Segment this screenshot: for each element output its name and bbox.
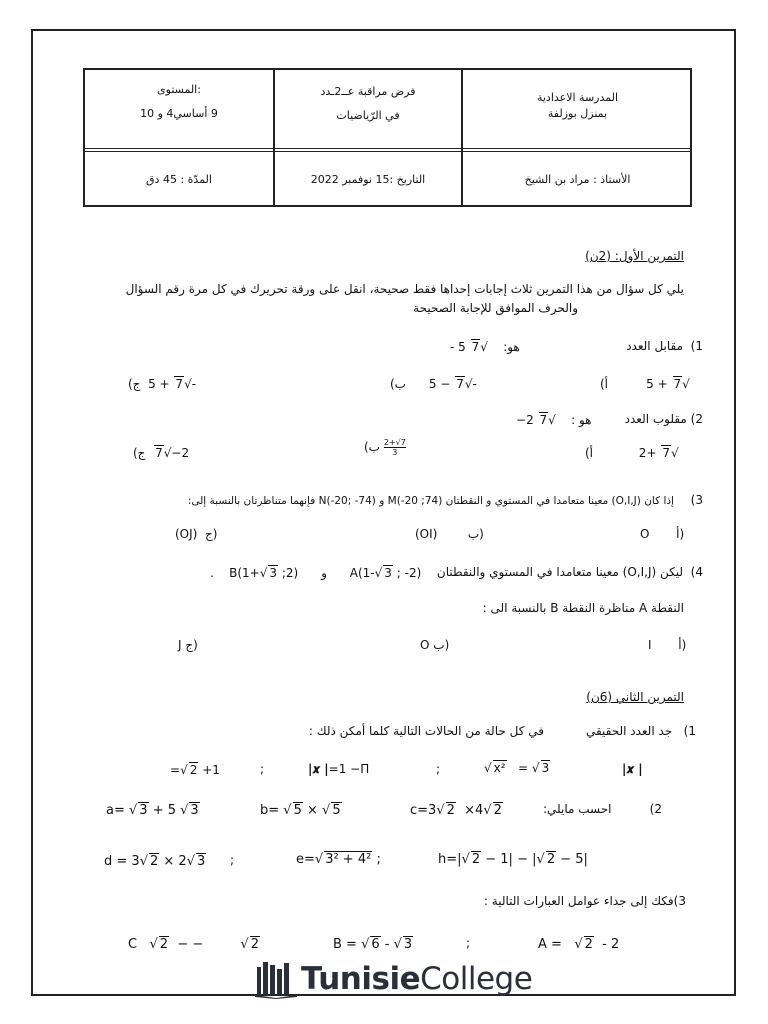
- q4-points: . B(1+√ 3 ;2) و A(1-√ 3 ; -2): [210, 566, 422, 580]
- ex2-equation-4: |𝒙 |: [622, 762, 643, 776]
- ex2-part1: 1) جد العدد الحقيقي في كل حالة من الحالات التالية كلما أمكن ذلك :: [308, 724, 696, 738]
- q4-option-c: J ج): [178, 638, 198, 652]
- school-cell: [463, 88, 692, 124]
- header-row-divider: [85, 148, 690, 152]
- q3-option-b: (OI) ب): [415, 527, 484, 541]
- q1-option-b: -√7 − 5 ب): [390, 377, 477, 391]
- ex2-sep-3: ;: [230, 853, 235, 867]
- level-value: 9 أساسي4 و 10: [140, 107, 218, 120]
- exam-subject: في الرّياضيات: [336, 109, 400, 122]
- q3-option-c: (OJ) ج): [175, 527, 218, 541]
- ex2-sep-4: ;: [466, 936, 471, 950]
- q3-question: 3) إذا كان (O,I,J) معينا متعامدا في المستوي و النقطتان (74; 20-)M و (74- ;20-)N فإنهما متناظرتان بالنسبة إلى:: [187, 493, 703, 507]
- q1-question: 1) مقابل العدد: [626, 339, 703, 353]
- q2-option-b: $\frac{2+√7}{3}$ ب): [364, 438, 406, 457]
- expr-C: C √ 2 − − √ 2: [128, 937, 259, 952]
- tunisiecollege-logo: [255, 957, 532, 1001]
- q1-option-c: -√7 + 5 ج): [128, 377, 197, 391]
- exam-date: التاريخ :15 نوفمبر 2022: [310, 173, 426, 186]
- exercise1-intro-line1: يلي كل سؤال من هذا التمرين ثلاث إجابات إحداها فقط صحيحة، انقل على ورقة تحريرك في كل مرة رقم السؤال: [125, 282, 684, 296]
- expr-A: A = √ 2 - 2: [538, 937, 620, 952]
- q1-expression: هو: √7 5 -: [450, 340, 520, 354]
- q2-option-a: √7 +2 أ): [585, 446, 679, 460]
- expr-e: e=√ 3² + 4² ;: [296, 852, 381, 867]
- q4-option-a: I أ): [648, 638, 687, 652]
- q4-option-b: O ب): [420, 638, 450, 652]
- school-name: المدرسة الاعدادية: [536, 91, 619, 104]
- q4-question: 4) ليكن (O,I,J) معينا متعامدا في المستوي والنقطتان: [436, 565, 703, 579]
- exercise1-intro-line2: والحرف الموافق للإجابة الصحيحة: [413, 301, 578, 315]
- exam-cell: [275, 82, 461, 126]
- logo-text: TunisieCollege: [301, 961, 533, 997]
- expr-c: c=3√ 2 ×4√ 2: [410, 803, 502, 818]
- duration: المدّة : 45 دق: [146, 173, 212, 186]
- ex2-equation-3: √ x² = √ 3: [484, 761, 550, 775]
- q1-option-a: √7 + 5 أ): [600, 377, 690, 391]
- book-logo-icon: [255, 959, 297, 999]
- ex2-equation-1: =√ 2 +1: [170, 763, 220, 777]
- q2-option-c: 2−√7 ج): [133, 446, 190, 460]
- q4-line2: النقطة A مناظرة النقطة B بالنسبة الى :: [482, 601, 684, 615]
- expr-a: a= √ 3 + 5 √ 3: [106, 803, 199, 818]
- ex2-sep-2: ;: [436, 762, 441, 776]
- q3-option-a: O أ): [640, 527, 685, 541]
- expr-B: B = √ 6 - √ 3: [333, 937, 413, 952]
- exercise1-title: التمرين الأول: (2ن): [585, 249, 684, 263]
- level-cell: [85, 80, 273, 124]
- ex2-part3: 3)فكك إلى جداء عوامل العبارات التالية :: [483, 894, 686, 908]
- exercise2-title: التمرين الثاني (6ن): [586, 690, 684, 704]
- q2-expression: هو : √7 2−: [516, 413, 592, 427]
- school-location: بمنزل بوزلفة: [547, 107, 608, 120]
- ex2-sep-1: ;: [260, 762, 265, 776]
- exam-title: فرض مراقبة عــ2ـدد: [320, 85, 416, 98]
- expr-h: h=|√ 2 − 1| − |√ 2 − 5|: [438, 852, 588, 867]
- expr-d: d = 3√ 2 × 2√ 3: [104, 854, 206, 869]
- teacher: الأستاذ : مراد بن الشيخ: [524, 173, 631, 186]
- q2-question: 2) مقلوب العدد: [624, 412, 703, 426]
- header-table: [83, 68, 692, 207]
- ex2-part2: 2) احسب مايلي:: [543, 802, 662, 816]
- ex2-equation-2: |𝒙 |=1 −Π: [308, 762, 370, 776]
- expr-b: b= √ 5 × √ 5: [260, 803, 341, 818]
- level-label: المستوى:: [157, 83, 201, 96]
